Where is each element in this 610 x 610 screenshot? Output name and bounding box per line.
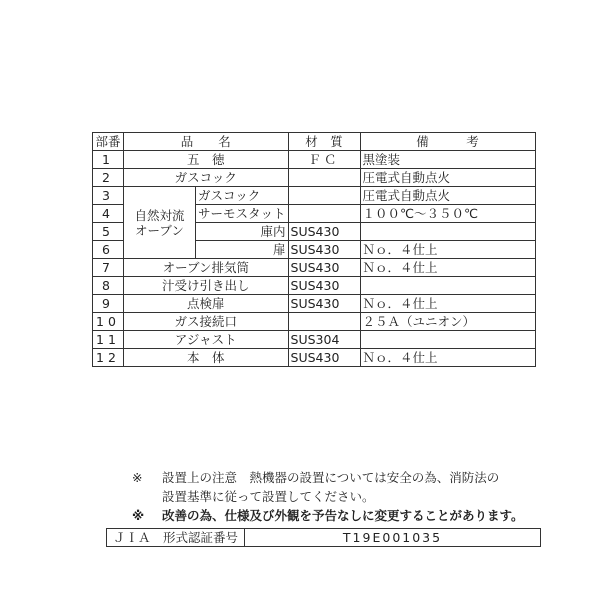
note-text: 改善の為、仕様及び外観を予告なしに変更することがあります。 (162, 508, 524, 523)
row-remarks: 圧電式自動点火 (360, 169, 535, 187)
row-name: ガス接続口 (124, 313, 289, 331)
row-name: サーモスタット (196, 205, 289, 223)
parts-table (92, 132, 536, 367)
row-remarks: Ｎｏ．４仕上 (360, 349, 535, 367)
note-spec-change (132, 506, 524, 525)
note-text: 設置上の注意 熱機器の設置については安全の為、消防法の (162, 470, 500, 485)
row-number: 6 (93, 241, 124, 259)
row-number: 12 (93, 349, 124, 367)
table-row (93, 349, 536, 367)
row-name: 五 徳 (124, 151, 289, 169)
row-name: 本 体 (124, 349, 289, 367)
table-row (93, 295, 536, 313)
row-name: アジャスト (124, 331, 289, 349)
row-remarks (360, 277, 535, 295)
row-material: SUS430 (288, 277, 360, 295)
row-name: 点検扉 (124, 295, 289, 313)
oven-group-label (124, 187, 196, 259)
row-material: SUS430 (288, 349, 360, 367)
row-number: 8 (93, 277, 124, 295)
row-number: 2 (93, 169, 124, 187)
row-remarks: 黒塗装 (360, 151, 535, 169)
jia-row (107, 529, 541, 547)
table-row (93, 187, 536, 205)
table-header-row (93, 133, 536, 151)
note-mark: ※ (132, 508, 145, 523)
row-name: オーブン排気筒 (124, 259, 289, 277)
note-indent (132, 487, 162, 506)
table-row (93, 313, 536, 331)
table-row (93, 259, 536, 277)
row-number: 4 (93, 205, 124, 223)
row-material (288, 187, 360, 205)
row-remarks: 圧電式自動点火 (360, 187, 535, 205)
row-material: ＦＣ (288, 151, 360, 169)
row-material: SUS430 (288, 295, 360, 313)
row-material (288, 313, 360, 331)
row-material: SUS430 (288, 223, 360, 241)
row-remarks: Ｎｏ．４仕上 (360, 259, 535, 277)
jia-label: ＪＩＡ 形式認証番号 (107, 529, 245, 547)
row-number: 7 (93, 259, 124, 277)
notes-section (132, 468, 524, 525)
row-remarks: １００℃～３５０℃ (360, 205, 535, 223)
row-remarks: Ｎｏ．４仕上 (360, 241, 535, 259)
header-remarks: 備 考 (360, 133, 535, 151)
row-remarks: ２５Ａ（ユニオン） (360, 313, 535, 331)
row-material (288, 169, 360, 187)
row-material (288, 205, 360, 223)
row-name: ガスコック (124, 169, 289, 187)
table-row (93, 277, 536, 295)
row-name: ガスコック (196, 187, 289, 205)
row-material: SUS430 (288, 259, 360, 277)
row-number: 1 (93, 151, 124, 169)
note-installation (132, 468, 524, 487)
row-number: 9 (93, 295, 124, 313)
row-name: 扉 (196, 241, 289, 259)
row-material: SUS304 (288, 331, 360, 349)
note-text: 設置基準に従って設置してください。 (162, 489, 375, 504)
table-row (93, 169, 536, 187)
row-number: 11 (93, 331, 124, 349)
table-row (93, 331, 536, 349)
oven-group-text: 自然対流 オーブン (134, 207, 185, 238)
row-remarks (360, 331, 535, 349)
row-remarks: Ｎｏ．４仕上 (360, 295, 535, 313)
row-number: 3 (93, 187, 124, 205)
row-name: 庫内 (196, 223, 289, 241)
row-material: SUS430 (288, 241, 360, 259)
jia-certification-box (106, 528, 541, 547)
note-mark: ※ (132, 470, 143, 485)
header-name: 品 名 (124, 133, 289, 151)
table-row (93, 151, 536, 169)
jia-number: T19E001035 (245, 529, 541, 547)
note-installation-cont (132, 487, 524, 506)
header-material: 材 質 (288, 133, 360, 151)
row-number: 10 (93, 313, 124, 331)
row-number: 5 (93, 223, 124, 241)
row-remarks (360, 223, 535, 241)
header-number: 部番 (93, 133, 124, 151)
row-name: 汁受け引き出し (124, 277, 289, 295)
